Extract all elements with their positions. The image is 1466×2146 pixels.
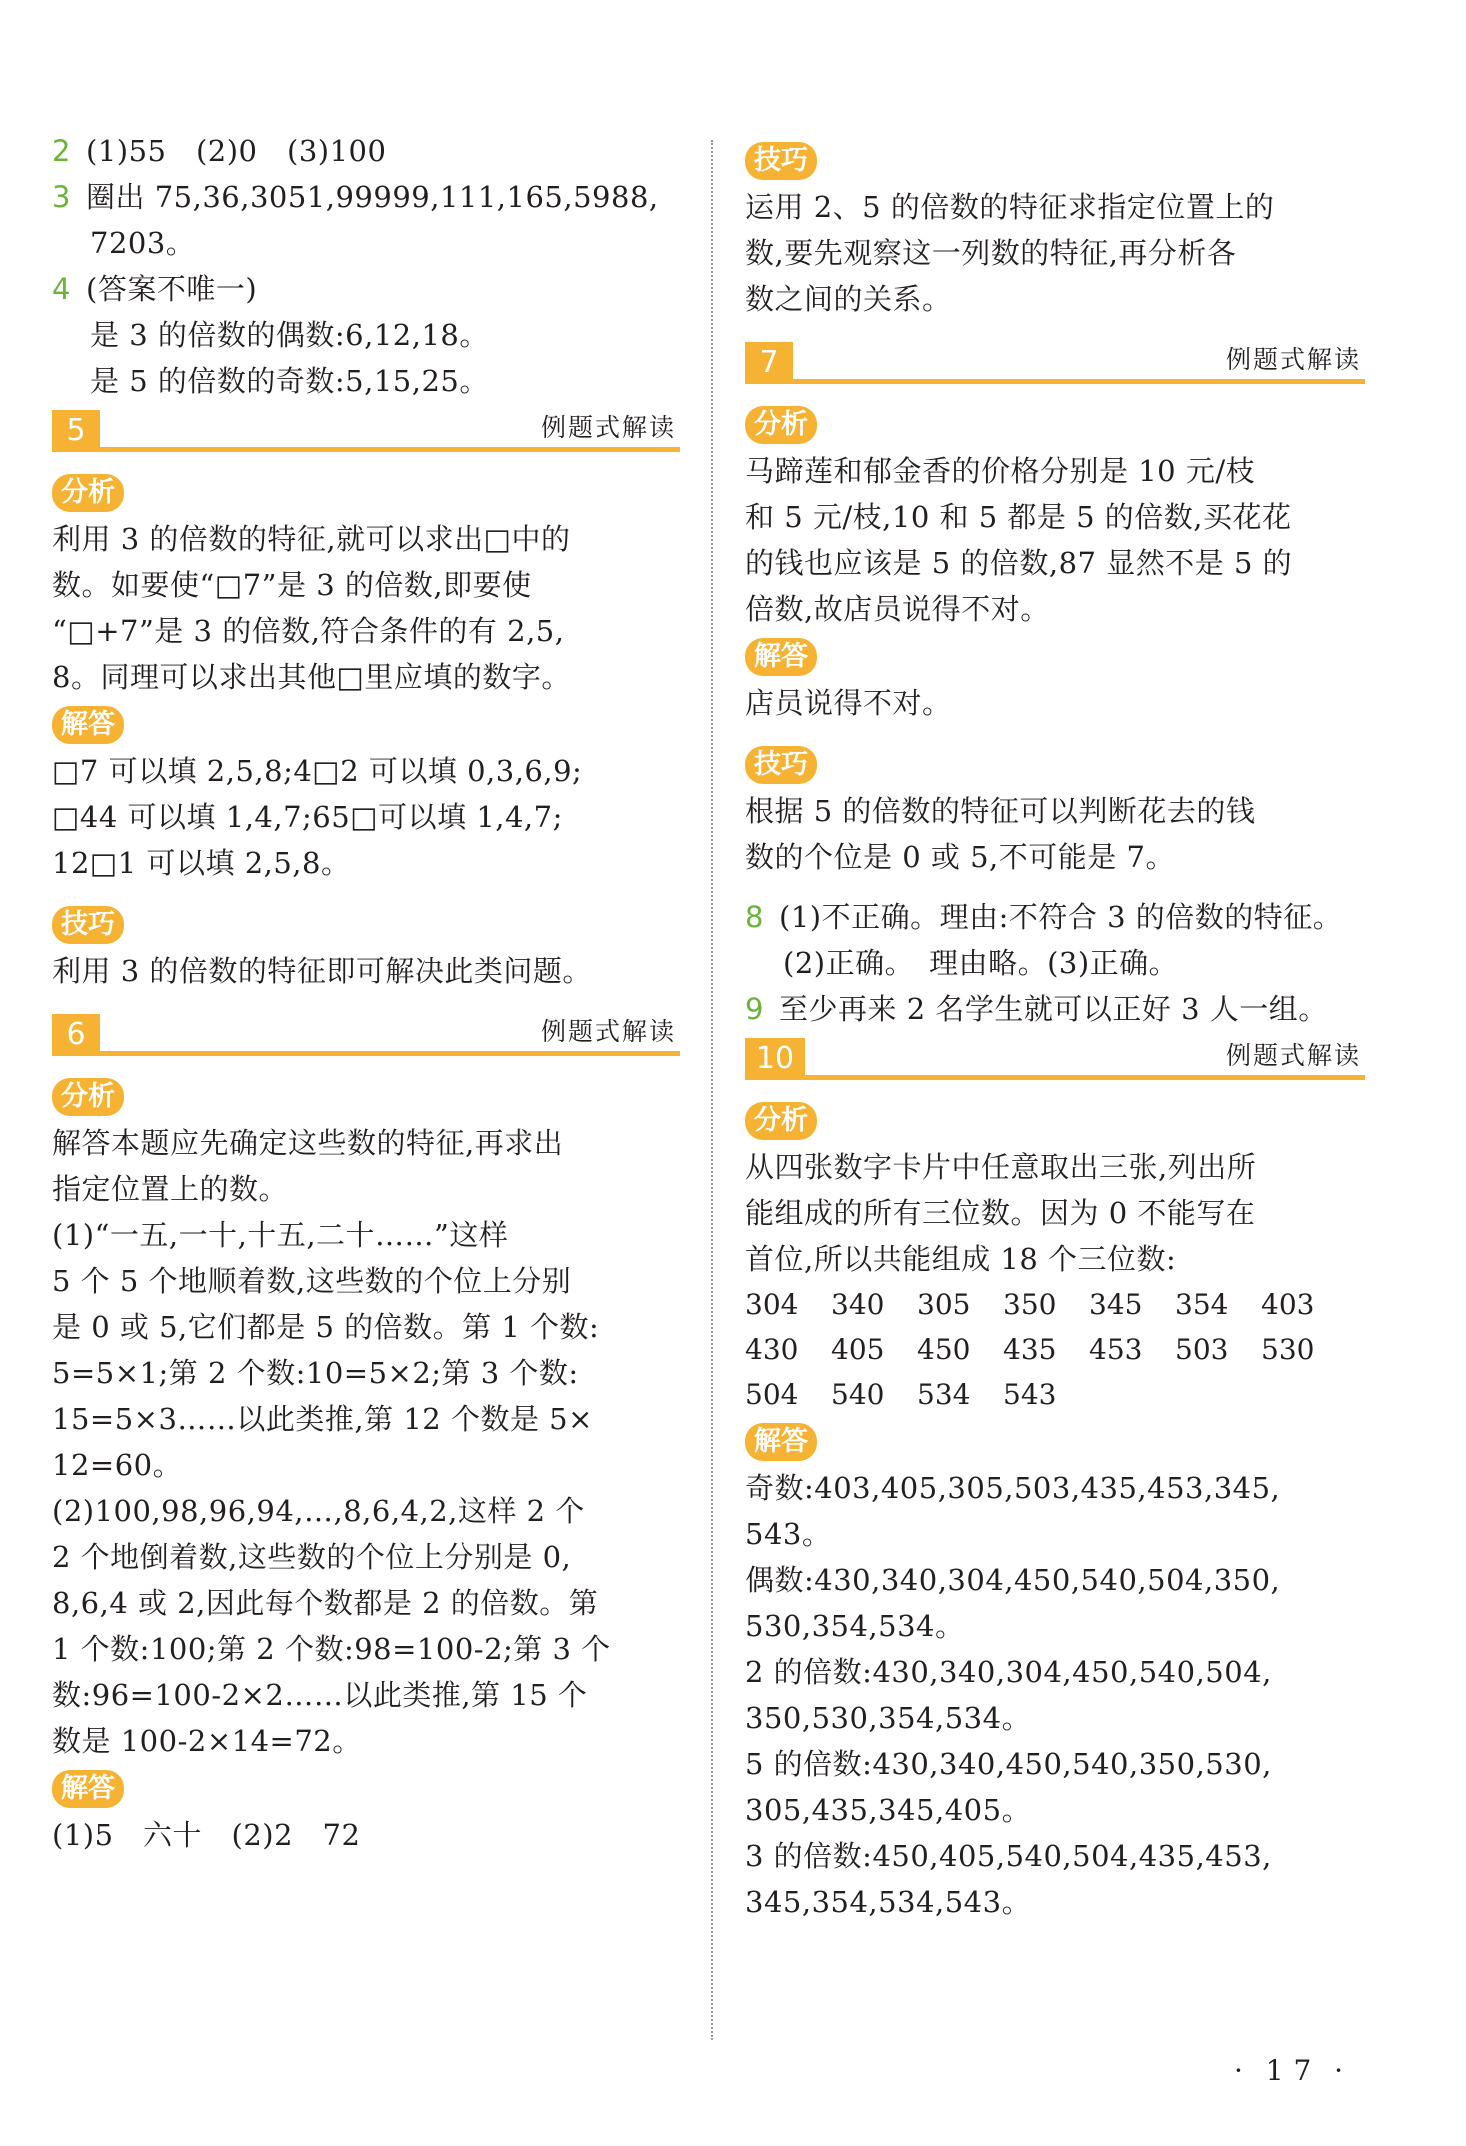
section-tag: 例题式解读 — [540, 1017, 676, 1046]
number-cell: 304 — [745, 1288, 799, 1321]
section-number: 5 — [52, 410, 100, 452]
section-number: 10 — [745, 1038, 805, 1080]
s10-answer: 奇数:403,405,305,503,435,453,345, 543。 偶数:430,340,304,450,540,504,350, 530,354,534。 2 的倍数:430,340,304,450,540,504, 350,530,354,534。 5 的倍数:430,340,450,540,350,530, 305,435,345,405。 3 的倍数:450,405,540,504,435,453, 345,354,534,543。 — [745, 1471, 1281, 1919]
analysis-badge: 分析 — [745, 406, 817, 444]
answer-3-cont: 7203。 — [90, 226, 196, 260]
left-column — [52, 128, 680, 1858]
number-cell: 503 — [1175, 1333, 1229, 1366]
answer-4: 4 (答案不唯一) — [52, 272, 258, 306]
section-10-header — [745, 1038, 1365, 1086]
answer-8: 8 (1)不正确。理由:不符合 3 的倍数的特征。 — [745, 900, 1343, 934]
answer-badge: 解答 — [745, 638, 817, 676]
analysis-badge: 分析 — [52, 474, 124, 512]
section-7-header — [745, 342, 1365, 390]
number-cell: 453 — [1089, 1333, 1143, 1366]
analysis-badge: 分析 — [52, 1078, 124, 1116]
number-cell: 305 — [917, 1288, 971, 1321]
number-cell: 543 — [1003, 1378, 1057, 1411]
tip-badge: 技巧 — [745, 142, 817, 180]
s7-tip: 根据 5 的倍数的特征可以判断花去的钱 数的个位是 0 或 5,不可能是 7。 — [745, 794, 1256, 874]
answer-badge: 解答 — [745, 1423, 817, 1461]
number-cell: 354 — [1175, 1288, 1229, 1321]
section-tag: 例题式解读 — [1225, 1041, 1361, 1070]
s5-analysis: 利用 3 的倍数的特征,就可以求出□中的 数。如要使“□7”是 3 的倍数,即要使 “□+7”是 3 的倍数,符合条件的有 2,5, 8。同理可以求出其他□里应填的数字。 — [52, 522, 571, 694]
right-column — [745, 136, 1365, 1925]
section-number: 6 — [52, 1014, 100, 1056]
answer-4-line3: 是 5 的倍数的奇数:5,15,25。 — [90, 364, 489, 398]
answer-3: 3 圈出 75,36,3051,99999,111,165,5988, — [52, 180, 659, 214]
number-grid — [745, 1282, 1365, 1417]
section-tag: 例题式解读 — [1225, 345, 1361, 374]
answer-4-line2: 是 3 的倍数的偶数:6,12,18。 — [90, 318, 489, 352]
s5-answer: □7 可以填 2,5,8;4□2 可以填 0,3,6,9; □44 可以填 1,4,7;65□可以填 1,4,7; 12□1 可以填 2,5,8。 — [52, 754, 583, 880]
number-cell: 504 — [745, 1378, 799, 1411]
number-cell: 540 — [831, 1378, 885, 1411]
number-cell: 430 — [745, 1333, 799, 1366]
answer-9: 9 至少再来 2 名学生就可以正好 3 人一组。 — [745, 992, 1328, 1026]
number-cell: 435 — [1003, 1333, 1057, 1366]
number-cell: 403 — [1261, 1288, 1315, 1321]
tip-badge: 技巧 — [745, 746, 817, 784]
tip-badge: 技巧 — [52, 906, 124, 944]
number-cell: 450 — [917, 1333, 971, 1366]
number-cell: 345 — [1089, 1288, 1143, 1321]
s6-answer: (1)5 六十 (2)2 72 — [52, 1818, 361, 1852]
number-cell: 350 — [1003, 1288, 1057, 1321]
s7-answer: 店员说得不对。 — [745, 686, 952, 720]
page-number: · 17 · — [1234, 2054, 1354, 2087]
answer-badge: 解答 — [52, 1770, 124, 1808]
s6-analysis: 解答本题应先确定这些数的特征,再求出 指定位置上的数。 (1)“一五,一十,十五,二十……”这样 5 个 5 个地顺着数,这些数的个位上分别 是 0 或 5,它们都是 5 的倍数。第 1 个数: 5=5×1;第 2 个数:10=5×2;第 3 个数: 15=5×3……以此类推,第 12 个数是 5× 12=60。 (2)100,98,96,94,…,8,6,4,2,这样 2 个 2 个地倒着数,这些数的个位上分别是 0, 8,6,4 或 2,因此每个数都是 2 的倍数。第 1 个数:100;第 2 个数:98=100-2;第 3 个 数:96=100-2×2……以此类推,第 15 个 数是 100-2×14=72。 — [52, 1126, 611, 1758]
number-cell: 340 — [831, 1288, 885, 1321]
s7-analysis: 马蹄莲和郁金香的价格分别是 10 元/枝 和 5 元/枝,10 和 5 都是 5 的倍数,买花花 的钱也应该是 5 的倍数,87 显然不是 5 的 倍数,故店员说得不对。 — [745, 454, 1293, 626]
answer-badge: 解答 — [52, 706, 124, 744]
section-tag: 例题式解读 — [540, 413, 676, 442]
s10-analysis: 从四张数字卡片中任意取出三张,列出所 能组成的所有三位数。因为 0 不能写在 首位,所以共能组成 18 个三位数: — [745, 1150, 1257, 1276]
number-cell: 405 — [831, 1333, 885, 1366]
answer-8-cont: (2)正确。 理由略。(3)正确。 — [783, 946, 1179, 980]
analysis-badge: 分析 — [745, 1102, 817, 1140]
answer-2: 2 (1)55 (2)0 (3)100 — [52, 134, 387, 168]
section-6-header — [52, 1014, 680, 1062]
top-tip: 运用 2、5 的倍数的特征求指定位置上的 数,要先观察这一列数的特征,再分析各 数之间的关系。 — [745, 190, 1275, 316]
number-cell: 534 — [917, 1378, 971, 1411]
column-divider — [711, 140, 713, 2040]
section-number: 7 — [745, 342, 793, 384]
s5-tip: 利用 3 的倍数的特征即可解决此类问题。 — [52, 954, 592, 988]
number-cell: 530 — [1261, 1333, 1315, 1366]
section-5-header — [52, 410, 680, 458]
